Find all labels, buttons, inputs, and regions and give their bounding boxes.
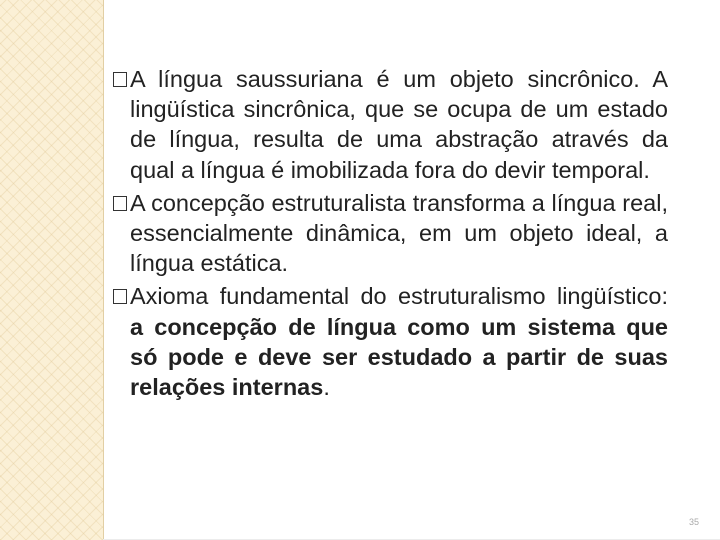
bullet-text-end: . — [323, 374, 330, 401]
page-number: 35 — [689, 517, 700, 527]
bullet-box-icon — [113, 72, 127, 87]
bullet-text: A concepção estruturalista transforma a língua real, essencialmente dinâmica, em um objeto ideal, a língua estática. — [130, 189, 668, 277]
decorative-side-strip — [0, 0, 103, 540]
bullet-text: Axioma fundamental do estruturalismo lingüístico: — [130, 283, 668, 310]
bullet-item-2 — [112, 188, 668, 279]
bullet-text: A língua saussuriana é um objeto sincrônico. A lingüística sincrônica, que se ocupa de um estado de língua, resulta de uma abstração através da qual a língua é imobilizada fora do devir temporal. — [130, 66, 668, 183]
bullet-box-icon — [113, 289, 127, 304]
bullet-item-1 — [112, 64, 668, 185]
slide-content — [112, 64, 668, 405]
side-divider — [103, 0, 104, 540]
bullet-text-emphasis: a concepção de língua como um sistema que só pode e deve ser estudado a partir de suas relações internas — [130, 313, 668, 401]
bullet-item-3 — [112, 281, 668, 402]
bullet-box-icon — [113, 196, 127, 211]
